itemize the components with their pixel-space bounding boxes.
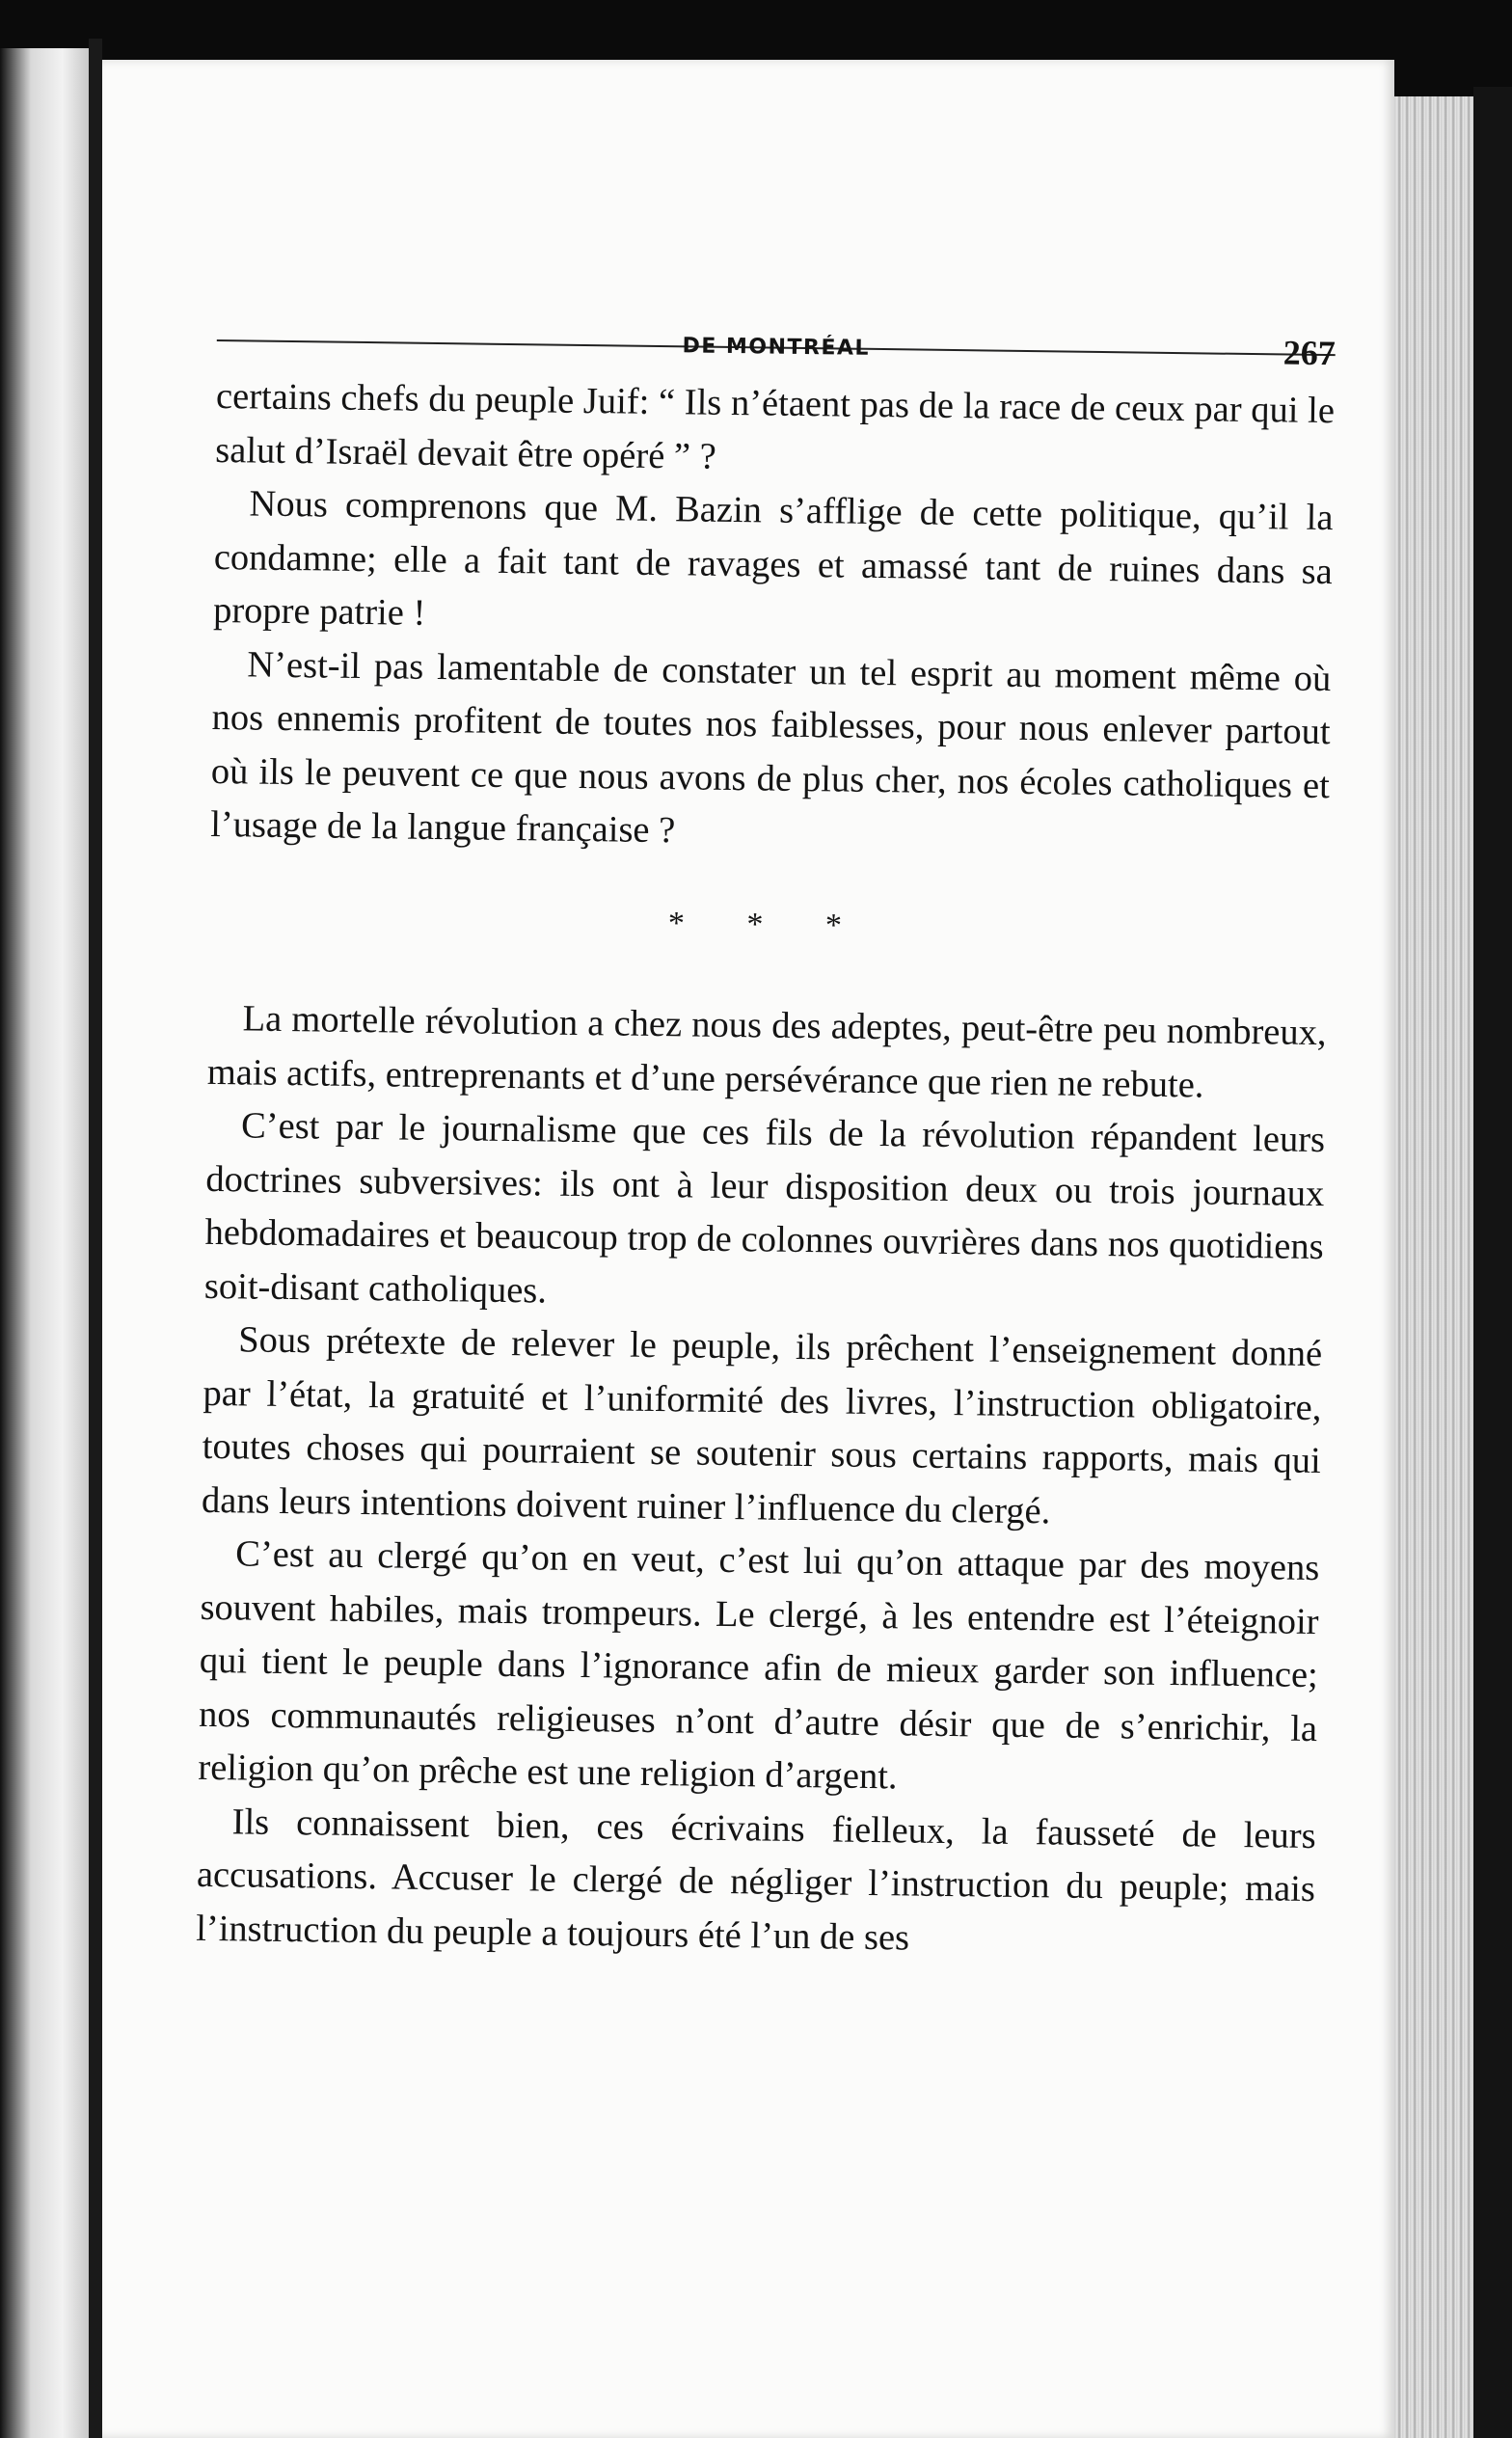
section-separator: * * * <box>667 905 870 944</box>
book-gutter <box>89 39 102 2438</box>
paragraph: N’est-il pas lamentable de constater un tel esprit au moment même où nos ennemis profitent de toutes nos faiblesses, pour nous enlever partout où ils le peuvent ce que nous avons de plus cher, nos écoles catholiques et l’usage de la langue française ? <box>209 643 1332 852</box>
paragraph: Nous comprenons que M. Bazin s’afflige de cette politique, qu’il la condamne; elle a fait tant de ravages et amassé tant de ruines dans sa propre patrie ! <box>212 483 1334 634</box>
running-head: DE MONTRÉAL <box>682 334 871 361</box>
paragraph: C’est au clergé qu’on en veut, c’est lui qu’on attaque par des moyens souvent habiles, mais trompeurs. Le clergé, à les entendre est l’éteignoir qui tient le peuple dans l’ignorance afin de mieux garder son influence; nos communautés religieuses n’ont d’autre désir que de s’enrichir, la religion qu’on prêche est une religion d’argent. <box>198 1533 1320 1798</box>
body-text <box>196 370 1335 1970</box>
paragraph: Sous prétexte de relever le peuple, ils prêchent l’enseignement donné par l’état, la gratuité et l’uniformité des livres, l’instruction obligatoire, toutes choses qui pourraient se soutenir sous certains rapports, mais qui dans leurs intentions doivent ruiner l’influence du clergé. <box>201 1319 1323 1531</box>
paragraph: Ils connaissent bien, ces écrivains fielleux, la fausseté de leurs accusations. Accuser le clergé de négliger l’instruction du peuple; mais l’instruction du peuple a toujours été l’un de ses <box>195 1801 1316 1959</box>
book-page <box>102 60 1394 2438</box>
paragraph: La mortelle révolution a chez nous des adeptes, peut-être peu nombreux, mais actifs, entreprenants et d’une persévérance que rien ne rebute. <box>206 998 1327 1105</box>
left-page-edge <box>0 48 89 2438</box>
page-number: 267 <box>1282 333 1336 373</box>
paragraph: C’est par le journalisme que ces fils de la révolution répandent leurs doctrines subversives: ils ont à leur disposition deux ou trois journaux hebdomadaires et beaucoup trop de colonnes ouvrières dans nos quotidiens soit-disant catholiques. <box>203 1105 1326 1312</box>
page-content <box>196 253 1336 1970</box>
paragraph: certains chefs du peuple Juif: “ Ils n’étaent pas de la race de ceux par qui le salut d’Israël devait être opéré ” ? <box>215 375 1336 477</box>
scanner-border <box>1473 87 1512 2438</box>
page-header <box>217 253 1336 373</box>
